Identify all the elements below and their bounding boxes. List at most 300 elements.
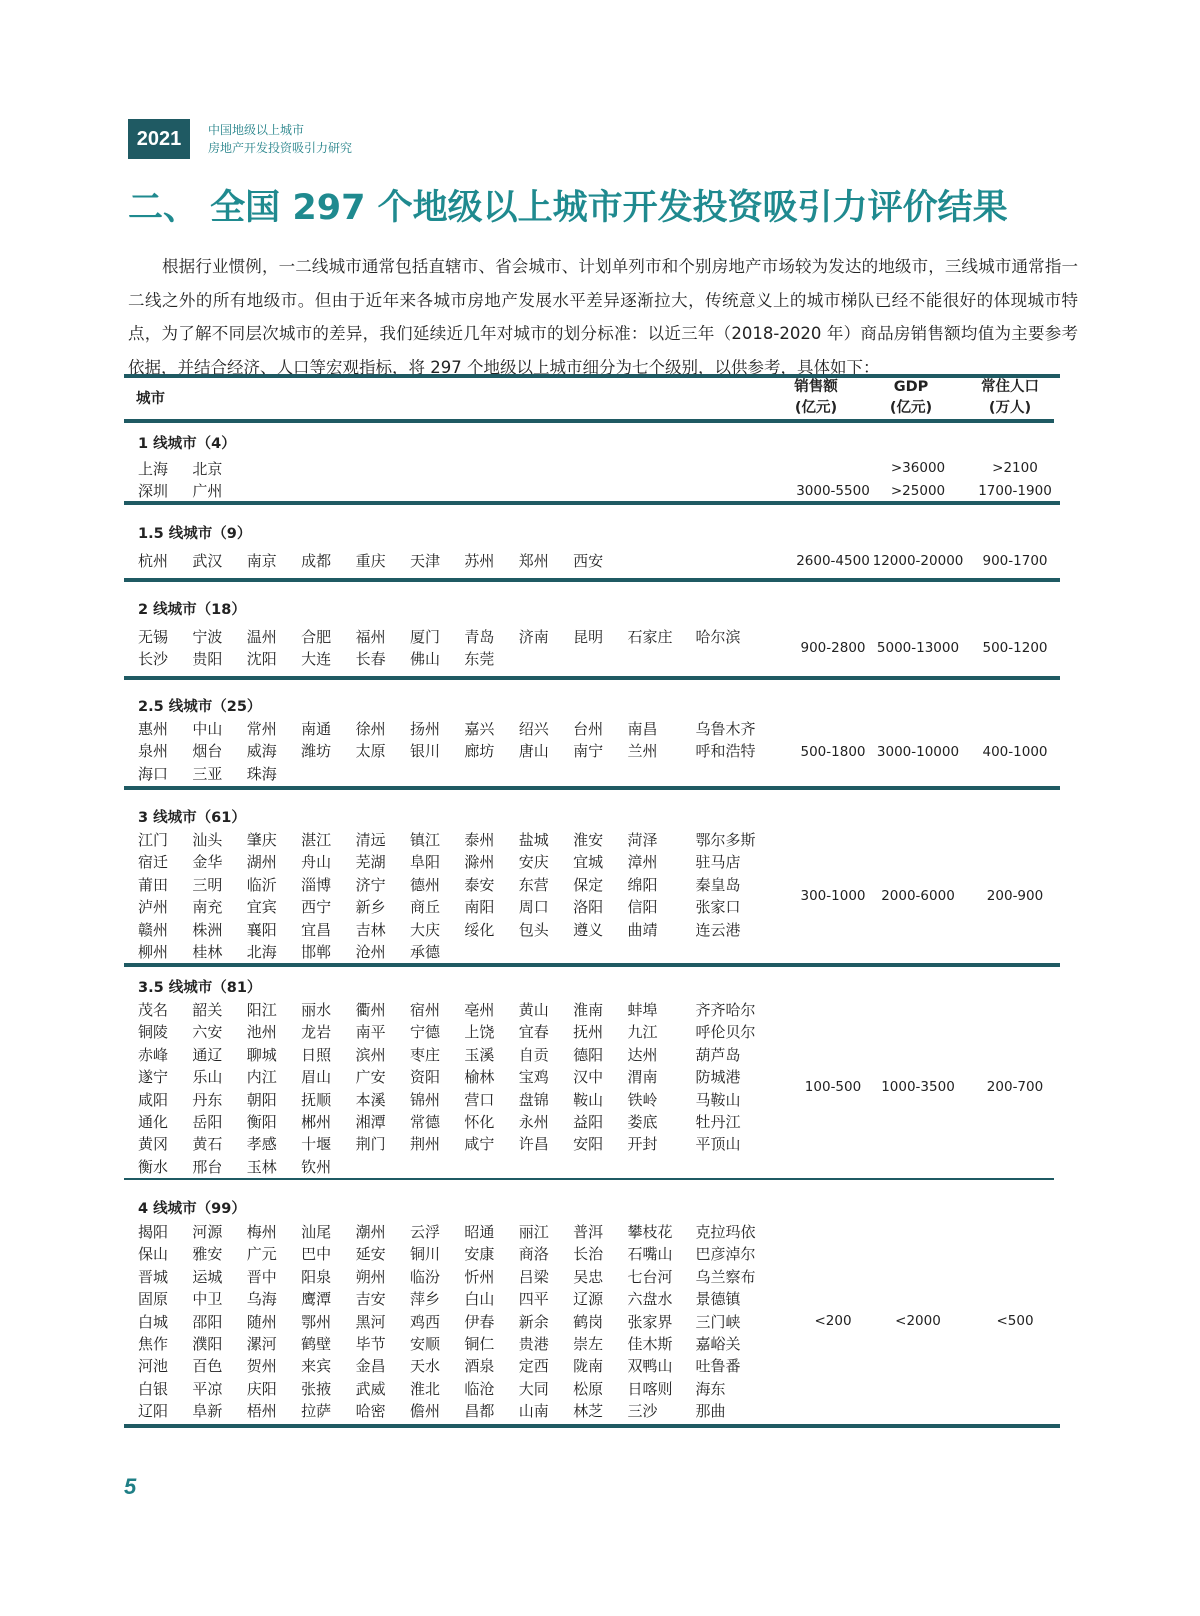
city-name: 宿州 xyxy=(409,1001,440,1019)
city-name: 黄冈 xyxy=(138,1135,169,1154)
city-name: 阳江 xyxy=(246,1001,277,1019)
gdp-value: <2000 xyxy=(895,1313,941,1329)
city-name: 金昌 xyxy=(355,1357,386,1376)
tier-divider xyxy=(124,963,1060,967)
city-name: 河池 xyxy=(138,1357,169,1376)
city-name: 娄底 xyxy=(627,1112,658,1131)
city-name: 赤峰 xyxy=(138,1045,169,1064)
city-name: 玉溪 xyxy=(464,1045,495,1064)
city-name: 淄博 xyxy=(301,875,332,894)
tier-divider xyxy=(124,786,1060,790)
city-name: 河源 xyxy=(192,1223,223,1241)
city-name: 安顺 xyxy=(409,1334,440,1353)
city-name: 韶关 xyxy=(192,1001,223,1019)
city-name: 昭通 xyxy=(464,1223,495,1241)
city-name: 衢州 xyxy=(355,1001,386,1019)
city-name: 酒泉 xyxy=(464,1357,495,1376)
city-name: 福州 xyxy=(355,628,386,646)
city-list xyxy=(138,626,750,671)
city-name: 三门峡 xyxy=(695,1312,741,1331)
city-name: 新乡 xyxy=(355,898,386,917)
city-name: 开封 xyxy=(627,1135,658,1154)
city-name: 乌海 xyxy=(246,1290,277,1309)
city-name: 资阳 xyxy=(409,1068,440,1087)
city-name: 青岛 xyxy=(464,628,495,646)
tier-divider xyxy=(124,676,1060,680)
city-name: 辽源 xyxy=(573,1290,604,1309)
tier-divider xyxy=(124,1178,1054,1180)
city-name: 马鞍山 xyxy=(695,1090,741,1109)
city-name: 西安 xyxy=(573,552,604,570)
city-list xyxy=(138,999,756,1178)
city-name: 哈尔滨 xyxy=(695,628,741,646)
city-name: 江门 xyxy=(138,831,169,849)
city-name: 周口 xyxy=(518,898,549,917)
city-row xyxy=(138,1133,750,1155)
city-list xyxy=(138,829,756,963)
city-name: 普洱 xyxy=(573,1223,604,1241)
city-name: 铁岭 xyxy=(627,1090,658,1109)
city-name: 海口 xyxy=(138,764,169,783)
city-name: 丽水 xyxy=(301,1001,332,1019)
city-row xyxy=(138,480,247,502)
city-name: 滨州 xyxy=(355,1045,386,1064)
city-name: 宿迁 xyxy=(138,853,169,872)
sales-value: 100-500 xyxy=(804,1079,862,1095)
city-name: 阳泉 xyxy=(301,1267,332,1286)
city-name: 南充 xyxy=(192,898,223,917)
city-name: 秦皇岛 xyxy=(695,875,741,894)
tier-title: 4 线城市（99） xyxy=(138,1201,246,1217)
city-name: 汉中 xyxy=(573,1068,604,1087)
city-name: 林芝 xyxy=(573,1402,604,1421)
city-name: 常州 xyxy=(246,720,277,738)
city-name: 肇庆 xyxy=(246,831,277,849)
year-badge: 2021 xyxy=(128,119,190,159)
city-name: 吕梁 xyxy=(518,1267,549,1286)
city-name: 四平 xyxy=(518,1290,549,1309)
city-name: 遵义 xyxy=(573,920,604,939)
city-name: 哈密 xyxy=(355,1402,386,1421)
city-name: 池州 xyxy=(246,1023,277,1042)
city-name: 广州 xyxy=(192,482,223,501)
city-name: 丹东 xyxy=(192,1090,223,1109)
city-name: 钦州 xyxy=(301,1157,332,1176)
header-gdp xyxy=(873,377,949,419)
city-name: 镇江 xyxy=(409,831,440,849)
city-name: 盐城 xyxy=(518,831,549,849)
city-name: 西宁 xyxy=(301,898,332,917)
city-name: 朝阳 xyxy=(246,1090,277,1109)
city-name: 平顶山 xyxy=(695,1135,741,1154)
city-name: 包头 xyxy=(518,920,549,939)
city-name: 鄂州 xyxy=(301,1312,332,1331)
city-name: 百色 xyxy=(192,1357,223,1376)
tier-divider xyxy=(124,578,1060,582)
city-name: 衡水 xyxy=(138,1157,169,1176)
city-name: 安康 xyxy=(464,1245,495,1264)
city-name: 中卫 xyxy=(192,1290,223,1309)
city-name: 茂名 xyxy=(138,1001,169,1019)
city-name: 泰安 xyxy=(464,875,495,894)
city-name: 驻马店 xyxy=(695,853,741,872)
city-name: 威海 xyxy=(246,742,277,761)
city-name: 呼和浩特 xyxy=(695,742,756,761)
city-name: 惠州 xyxy=(138,720,169,738)
city-name: 石家庄 xyxy=(627,628,673,646)
city-name: 大连 xyxy=(301,650,332,669)
city-name: 乌兰察布 xyxy=(695,1267,756,1286)
tier-title: 2 线城市（18） xyxy=(138,602,246,618)
city-name: 烟台 xyxy=(192,742,223,761)
city-name: 萍乡 xyxy=(409,1290,440,1309)
city-name: 六盘水 xyxy=(627,1290,673,1309)
header-sales-unit: (亿元) xyxy=(794,400,838,416)
city-name: 连云港 xyxy=(695,920,741,939)
city-name: 安阳 xyxy=(573,1135,604,1154)
city-name: 绍兴 xyxy=(518,720,549,738)
city-name: 崇左 xyxy=(573,1334,604,1353)
city-row xyxy=(138,648,750,670)
city-row xyxy=(138,1021,756,1043)
tier-title: 3 线城市（61） xyxy=(138,810,246,826)
city-name: 株洲 xyxy=(192,920,223,939)
city-name: 南宁 xyxy=(573,742,604,761)
city-row xyxy=(138,718,756,740)
city-name: 玉林 xyxy=(246,1157,277,1176)
city-name: 通辽 xyxy=(192,1045,223,1064)
city-name: 宜宾 xyxy=(246,898,277,917)
city-name: 乌鲁木齐 xyxy=(695,720,756,738)
city-name: 定西 xyxy=(518,1357,549,1376)
city-name: 通化 xyxy=(138,1112,169,1131)
gdp-value: 2000-6000 xyxy=(881,888,955,904)
city-name: 邢台 xyxy=(192,1157,223,1176)
city-name: 宁德 xyxy=(409,1023,440,1042)
city-row xyxy=(138,1111,750,1133)
city-name: 十堰 xyxy=(301,1135,332,1154)
city-name: 绵阳 xyxy=(627,875,658,894)
intro-paragraph: 根据行业惯例，一二线城市通常包括直辖市、省会城市、计划单列市和个别房地产市场较为发达的地级市，三线城市通常指一二线之外的所有地级市。但由于近年来各城市房地产发展水平差异逐渐拉大，传统意义上的城市梯队已经不能很好的体现城市特点，为了解不同层次城市的差异，我们延续近几年对城市的划分标准：以近三年（2018-2020 年）商品房销售额均值为主要参考依据，并结合经济、人口等宏观指标，将 297 个地级以上城市细分为七个级别，以供参考，具体如下： xyxy=(128,257,1078,377)
city-name: 济南 xyxy=(518,628,549,646)
report-subtitle xyxy=(208,121,352,157)
city-name: 怀化 xyxy=(464,1112,495,1131)
city-name: 无锡 xyxy=(138,628,169,646)
city-name: 阜新 xyxy=(192,1402,223,1421)
tier-divider xyxy=(124,501,1060,505)
city-name: 攀枝花 xyxy=(627,1223,673,1241)
city-name: 防城港 xyxy=(695,1068,741,1087)
tier-title: 3.5 线城市（81） xyxy=(138,980,262,996)
city-name: 铜陵 xyxy=(138,1023,169,1042)
city-name: 沈阳 xyxy=(246,650,277,669)
header-sales xyxy=(778,377,854,419)
city-name: 九江 xyxy=(627,1023,658,1042)
city-name: 贵港 xyxy=(518,1334,549,1353)
city-name: 淮南 xyxy=(573,1001,604,1019)
city-row xyxy=(138,1066,750,1088)
city-name: 商丘 xyxy=(409,898,440,917)
city-name: 白山 xyxy=(464,1290,495,1309)
city-name: 忻州 xyxy=(464,1267,495,1286)
city-name: 潮州 xyxy=(355,1223,386,1241)
gdp-value: >36000 xyxy=(890,460,946,476)
header-gdp-label: GDP xyxy=(893,379,929,395)
city-name: 银川 xyxy=(409,742,440,761)
city-row xyxy=(138,1044,750,1066)
population-value: 500-1200 xyxy=(982,640,1048,656)
city-name: 湘潭 xyxy=(355,1112,386,1131)
city-name: 保定 xyxy=(573,875,604,894)
city-name: 遂宁 xyxy=(138,1068,169,1087)
city-row xyxy=(138,1288,750,1310)
header-city: 城市 xyxy=(136,391,165,407)
city-name: 东营 xyxy=(518,875,549,894)
gdp-value: >25000 xyxy=(890,483,946,499)
city-name: 湖州 xyxy=(246,853,277,872)
city-name: 云浮 xyxy=(409,1223,440,1241)
city-row xyxy=(138,1221,756,1243)
city-name: 吴忠 xyxy=(573,1267,604,1286)
city-name: 宜昌 xyxy=(301,920,332,939)
sales-value: 500-1800 xyxy=(800,744,866,760)
city-name: 许昌 xyxy=(518,1135,549,1154)
city-name: 温州 xyxy=(246,628,277,646)
city-name: 杭州 xyxy=(138,552,169,570)
city-name: 巴中 xyxy=(301,1245,332,1264)
city-name: 襄阳 xyxy=(246,920,277,939)
city-row xyxy=(138,740,756,762)
header-bottom-rule xyxy=(124,419,1054,423)
city-name: 潍坊 xyxy=(301,742,332,761)
city-name: 聊城 xyxy=(246,1045,277,1064)
city-row xyxy=(138,1333,750,1355)
city-name: 昌都 xyxy=(464,1402,495,1421)
city-row xyxy=(138,896,750,918)
city-name: 六安 xyxy=(192,1023,223,1042)
city-name: 嘉兴 xyxy=(464,720,495,738)
city-row xyxy=(138,941,750,963)
city-name: 石嘴山 xyxy=(627,1245,673,1264)
city-name: 湛江 xyxy=(301,831,332,849)
city-name: 雅安 xyxy=(192,1245,223,1264)
city-name: 东莞 xyxy=(464,650,495,669)
population-value: >2100 xyxy=(992,460,1038,476)
city-name: 庆阳 xyxy=(246,1379,277,1398)
city-name: 儋州 xyxy=(409,1402,440,1421)
city-name: 广安 xyxy=(355,1068,386,1087)
city-name: 淮北 xyxy=(409,1379,440,1398)
city-name: 锦州 xyxy=(409,1090,440,1109)
city-name: 亳州 xyxy=(464,1001,495,1019)
city-row xyxy=(138,763,750,785)
city-name: 菏泽 xyxy=(627,831,658,849)
city-name: 宜春 xyxy=(518,1023,549,1042)
city-name: 徐州 xyxy=(355,720,386,738)
header-population-unit: (万人) xyxy=(988,400,1032,416)
table-bottom-rule xyxy=(124,1424,1060,1428)
gdp-value: 5000-13000 xyxy=(876,640,960,656)
city-name: 固原 xyxy=(138,1290,169,1309)
city-name: 运城 xyxy=(192,1267,223,1286)
sales-value: 3000-5500 xyxy=(796,483,870,499)
city-name: 南平 xyxy=(355,1023,386,1042)
city-name: 鸡西 xyxy=(409,1312,440,1331)
city-name: 濮阳 xyxy=(192,1334,223,1353)
city-name: 信阳 xyxy=(627,898,658,917)
city-name: 晋城 xyxy=(138,1267,169,1286)
section-title: 二、 全国 297 个地级以上城市开发投资吸引力评价结果 xyxy=(128,188,1008,228)
city-name: 邵阳 xyxy=(192,1312,223,1331)
city-name: 岳阳 xyxy=(192,1112,223,1131)
city-name: 长春 xyxy=(355,650,386,669)
city-name: 邯郸 xyxy=(301,942,332,961)
city-name: 拉萨 xyxy=(301,1402,332,1421)
city-name: 鹰潭 xyxy=(301,1290,332,1309)
city-name: 益阳 xyxy=(573,1112,604,1131)
city-name: 自贡 xyxy=(518,1045,549,1064)
city-name: 上海 xyxy=(138,460,169,478)
city-name: 白银 xyxy=(138,1379,169,1398)
city-name: 重庆 xyxy=(355,552,386,570)
tier-title: 2.5 线城市（25） xyxy=(138,699,262,715)
city-name: 枣庄 xyxy=(409,1045,440,1064)
city-name: 三沙 xyxy=(627,1402,658,1421)
city-name: 日照 xyxy=(301,1045,332,1064)
city-name: 洛阳 xyxy=(573,898,604,917)
city-row xyxy=(138,829,756,851)
city-name: 乐山 xyxy=(192,1068,223,1087)
city-name: 吉林 xyxy=(355,920,386,939)
population-value: 1700-1900 xyxy=(978,483,1052,499)
city-name: 中山 xyxy=(192,720,223,738)
city-name: 孝感 xyxy=(246,1135,277,1154)
city-name: 伊春 xyxy=(464,1312,495,1331)
city-name: 唐山 xyxy=(518,742,549,761)
city-name: 景德镇 xyxy=(695,1290,741,1309)
city-name: 武汉 xyxy=(192,552,223,570)
city-name: 丽江 xyxy=(518,1223,549,1241)
city-name: 宝鸡 xyxy=(518,1068,549,1087)
city-row xyxy=(138,1266,756,1288)
tier-title: 1.5 线城市（9） xyxy=(138,526,252,542)
city-row xyxy=(138,550,628,572)
city-name: 铜川 xyxy=(409,1245,440,1264)
city-row xyxy=(138,1400,750,1422)
city-name: 牡丹江 xyxy=(695,1112,741,1131)
city-list xyxy=(138,1221,756,1423)
city-name: 张掖 xyxy=(301,1379,332,1398)
city-name: 梅州 xyxy=(246,1223,277,1241)
city-name: 广元 xyxy=(246,1245,277,1264)
city-name: 山南 xyxy=(518,1402,549,1421)
header-population xyxy=(962,377,1058,419)
city-name: 珠海 xyxy=(246,764,277,783)
city-name: 绥化 xyxy=(464,920,495,939)
city-name: 贺州 xyxy=(246,1357,277,1376)
city-name: 莆田 xyxy=(138,875,169,894)
city-name: 大庆 xyxy=(409,920,440,939)
city-name: 渭南 xyxy=(627,1068,658,1087)
city-name: 宁波 xyxy=(192,628,223,646)
city-name: 滁州 xyxy=(464,853,495,872)
city-name: 成都 xyxy=(301,552,332,570)
city-name: 柳州 xyxy=(138,942,169,961)
city-name: 鹤岗 xyxy=(573,1312,604,1331)
city-name: 舟山 xyxy=(301,853,332,872)
city-name: 昆明 xyxy=(573,628,604,646)
gdp-value: 12000-20000 xyxy=(872,553,964,569)
city-name: 黄石 xyxy=(192,1135,223,1154)
city-name: 临汾 xyxy=(409,1267,440,1286)
city-name: 榆林 xyxy=(464,1068,495,1087)
city-name: 陇南 xyxy=(573,1357,604,1376)
population-value: 400-1000 xyxy=(982,744,1048,760)
city-name: 永州 xyxy=(518,1112,549,1131)
city-name: 松原 xyxy=(573,1379,604,1398)
city-name: 临沂 xyxy=(246,875,277,894)
city-row xyxy=(138,1311,750,1333)
city-name: 漯河 xyxy=(246,1334,277,1353)
city-name: 郴州 xyxy=(301,1112,332,1131)
header-gdp-unit: (亿元) xyxy=(889,400,933,416)
city-name: 济宁 xyxy=(355,875,386,894)
city-name: 白城 xyxy=(138,1312,169,1331)
city-name: 荆州 xyxy=(409,1135,440,1154)
city-name: 呼伦贝尔 xyxy=(695,1023,756,1042)
city-name: 合肥 xyxy=(301,628,332,646)
city-name: 日喀则 xyxy=(627,1379,673,1398)
city-name: 兰州 xyxy=(627,742,658,761)
city-name: 金华 xyxy=(192,853,223,872)
city-name: 北京 xyxy=(192,460,223,478)
city-name: 蚌埠 xyxy=(627,1001,658,1019)
city-name: 那曲 xyxy=(695,1402,726,1421)
city-name: 梧州 xyxy=(246,1402,277,1421)
city-name: 商洛 xyxy=(518,1245,549,1264)
city-name: 吉安 xyxy=(355,1290,386,1309)
city-name: 铜仁 xyxy=(464,1334,495,1353)
city-row xyxy=(138,458,247,480)
city-name: 临沧 xyxy=(464,1379,495,1398)
city-name: 揭阳 xyxy=(138,1223,169,1241)
city-name: 厦门 xyxy=(409,628,440,646)
city-row xyxy=(138,1378,750,1400)
sales-value: 2600-4500 xyxy=(796,553,870,569)
city-name: 黑河 xyxy=(355,1312,386,1331)
city-name: 龙岩 xyxy=(301,1023,332,1042)
city-name: 抚州 xyxy=(573,1023,604,1042)
city-name: 曲靖 xyxy=(627,920,658,939)
report-subtitle-line2: 房地产开发投资吸引力研究 xyxy=(208,141,353,155)
city-row xyxy=(138,1089,750,1111)
city-name: 汕头 xyxy=(192,831,223,849)
population-value: 200-900 xyxy=(986,888,1044,904)
city-name: 葫芦岛 xyxy=(695,1045,741,1064)
city-name: 新余 xyxy=(518,1312,549,1331)
city-row xyxy=(138,1355,750,1377)
city-name: 张家口 xyxy=(695,898,741,917)
city-name: 芜湖 xyxy=(355,853,386,872)
city-name: 贵阳 xyxy=(192,650,223,669)
city-name: 鹤壁 xyxy=(301,1334,332,1353)
city-name: 扬州 xyxy=(409,720,440,738)
city-name: 衡阳 xyxy=(246,1112,277,1131)
city-name: 沧州 xyxy=(355,942,386,961)
city-name: 赣州 xyxy=(138,920,169,939)
city-row xyxy=(138,919,750,941)
city-name: 上饶 xyxy=(464,1023,495,1042)
